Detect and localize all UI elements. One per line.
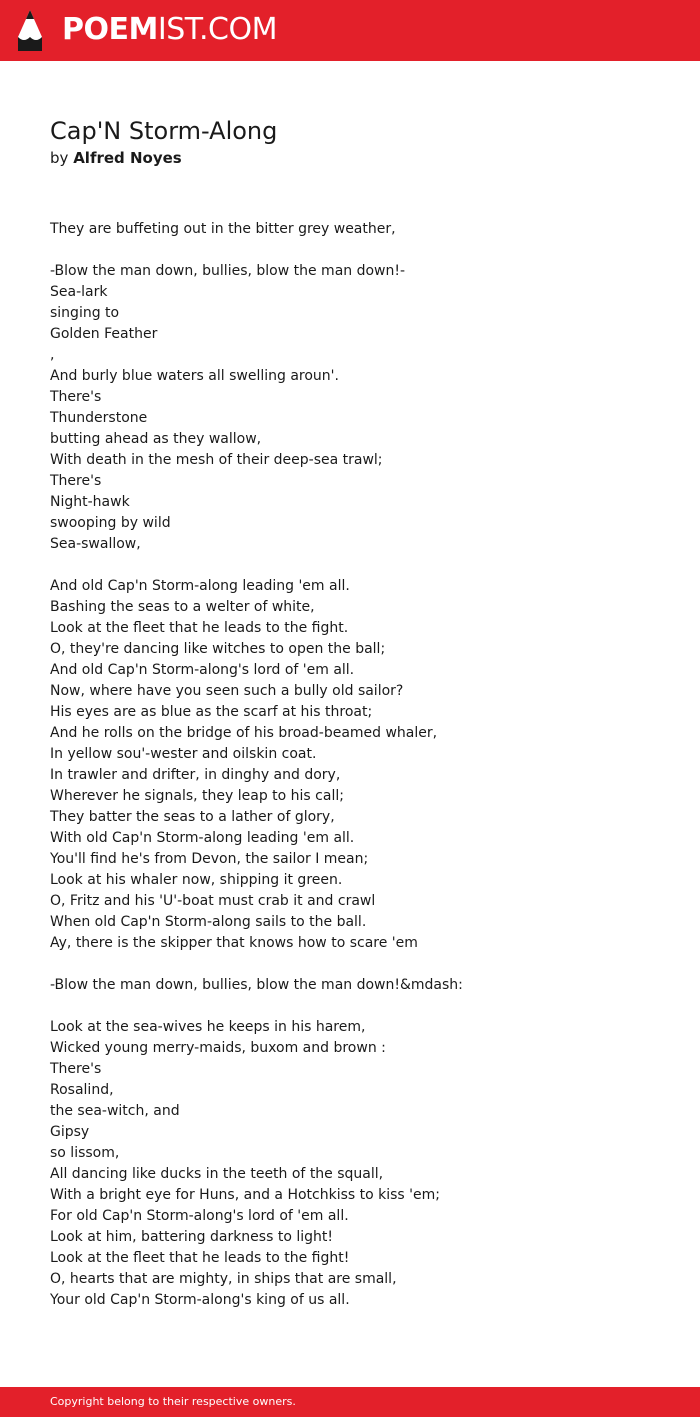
poem-line: His eyes are as blue as the scarf at his throat; [50, 704, 373, 720]
site-footer [0, 1387, 700, 1417]
poem-line: O, they're dancing like witches to open the ball; [50, 641, 386, 657]
poem-line: swooping by wild [50, 515, 171, 531]
poem-line: With death in the mesh of their deep-sea trawl; [50, 452, 383, 468]
poem-line: so lissom, [50, 1145, 120, 1161]
poem-line: -Blow the man down, bullies, blow the man down!&mdash: [50, 977, 463, 993]
poem-line: There's [50, 389, 102, 405]
poem-body [50, 219, 650, 1311]
by-label: by [50, 149, 69, 167]
poem-line: Wicked young merry-maids, buxom and brown : [50, 1040, 386, 1056]
poem-line: You'll find he's from Devon, the sailor I mean; [50, 851, 369, 867]
copyright-notice: Copyright belong to their respective owners. [50, 1395, 296, 1408]
poem-line: -Blow the man down, bullies, blow the man down!- [50, 263, 406, 279]
poem-line: Sea-lark [50, 284, 108, 300]
poem-line: In yellow sou'-wester and oilskin coat. [50, 746, 317, 762]
site-header [0, 0, 700, 61]
poem-line: With a bright eye for Huns, and a Hotchkiss to kiss 'em; [50, 1187, 440, 1203]
poem-line: Wherever he signals, they leap to his call; [50, 788, 344, 804]
logo-bold-text: POEM [62, 12, 158, 47]
poem-line: And burly blue waters all swelling aroun'. [50, 368, 339, 384]
poem-line: Your old Cap'n Storm-along's king of us all. [50, 1292, 350, 1308]
poem-line: In trawler and drifter, in dinghy and dory, [50, 767, 341, 783]
poem-line: Thunderstone [50, 410, 148, 426]
stanza-break [50, 555, 650, 576]
poem-line: They are buffeting out in the bitter grey weather, [50, 221, 396, 237]
poem-line: O, Fritz and his 'U'-boat must crab it and crawl [50, 893, 376, 909]
poem-author: Alfred Noyes [73, 149, 182, 167]
poem-line: Look at the fleet that he leads to the fight. [50, 620, 349, 636]
stanza-break [50, 996, 650, 1017]
poem-title: Cap'N Storm-Along [50, 117, 278, 145]
poem-line: Bashing the seas to a welter of white, [50, 599, 315, 615]
poem-line: Gipsy [50, 1124, 90, 1140]
poem-byline [50, 148, 182, 169]
poem-line: Rosalind, [50, 1082, 114, 1098]
poem-line: Look at the sea-wives he keeps in his harem, [50, 1019, 366, 1035]
poem-line: O, hearts that are mighty, in ships that are small, [50, 1271, 397, 1287]
poem-line: Look at him, battering darkness to light! [50, 1229, 333, 1245]
poem-line: Sea-swallow, [50, 536, 141, 552]
pencil-tip-icon[interactable] [18, 10, 42, 51]
poem-line: Look at the fleet that he leads to the fight! [50, 1250, 350, 1266]
poem-line: And old Cap'n Storm-along's lord of 'em all. [50, 662, 355, 678]
poem-line: All dancing like ducks in the teeth of the squall, [50, 1166, 384, 1182]
poem-line: , [50, 347, 55, 363]
poem-line: butting ahead as they wallow, [50, 431, 262, 447]
stanza-break [50, 954, 650, 975]
poem-line: And he rolls on the bridge of his broad-beamed whaler, [50, 725, 438, 741]
poem-line: singing to [50, 305, 120, 321]
poem-line: And old Cap'n Storm-along leading 'em all. [50, 578, 350, 594]
poem-line: They batter the seas to a lather of glory, [50, 809, 335, 825]
logo-light-text: IST.COM [157, 12, 277, 47]
poem-line: Golden Feather [50, 326, 158, 342]
poem-line: When old Cap'n Storm-along sails to the ball. [50, 914, 367, 930]
poem-line: Look at his whaler now, shipping it green. [50, 872, 343, 888]
poem-line: With old Cap'n Storm-along leading 'em all. [50, 830, 355, 846]
poem-line: Now, where have you seen such a bully old sailor? [50, 683, 404, 699]
poem-line: For old Cap'n Storm-along's lord of 'em all. [50, 1208, 349, 1224]
poem-line: There's [50, 1061, 102, 1077]
poem-line: There's [50, 473, 102, 489]
stanza-break [50, 240, 650, 261]
poem-line: Ay, there is the skipper that knows how to scare 'em [50, 935, 418, 951]
poem-line: Night-hawk [50, 494, 130, 510]
poem-line: the sea-witch, and [50, 1103, 180, 1119]
site-logo[interactable] [62, 12, 277, 48]
